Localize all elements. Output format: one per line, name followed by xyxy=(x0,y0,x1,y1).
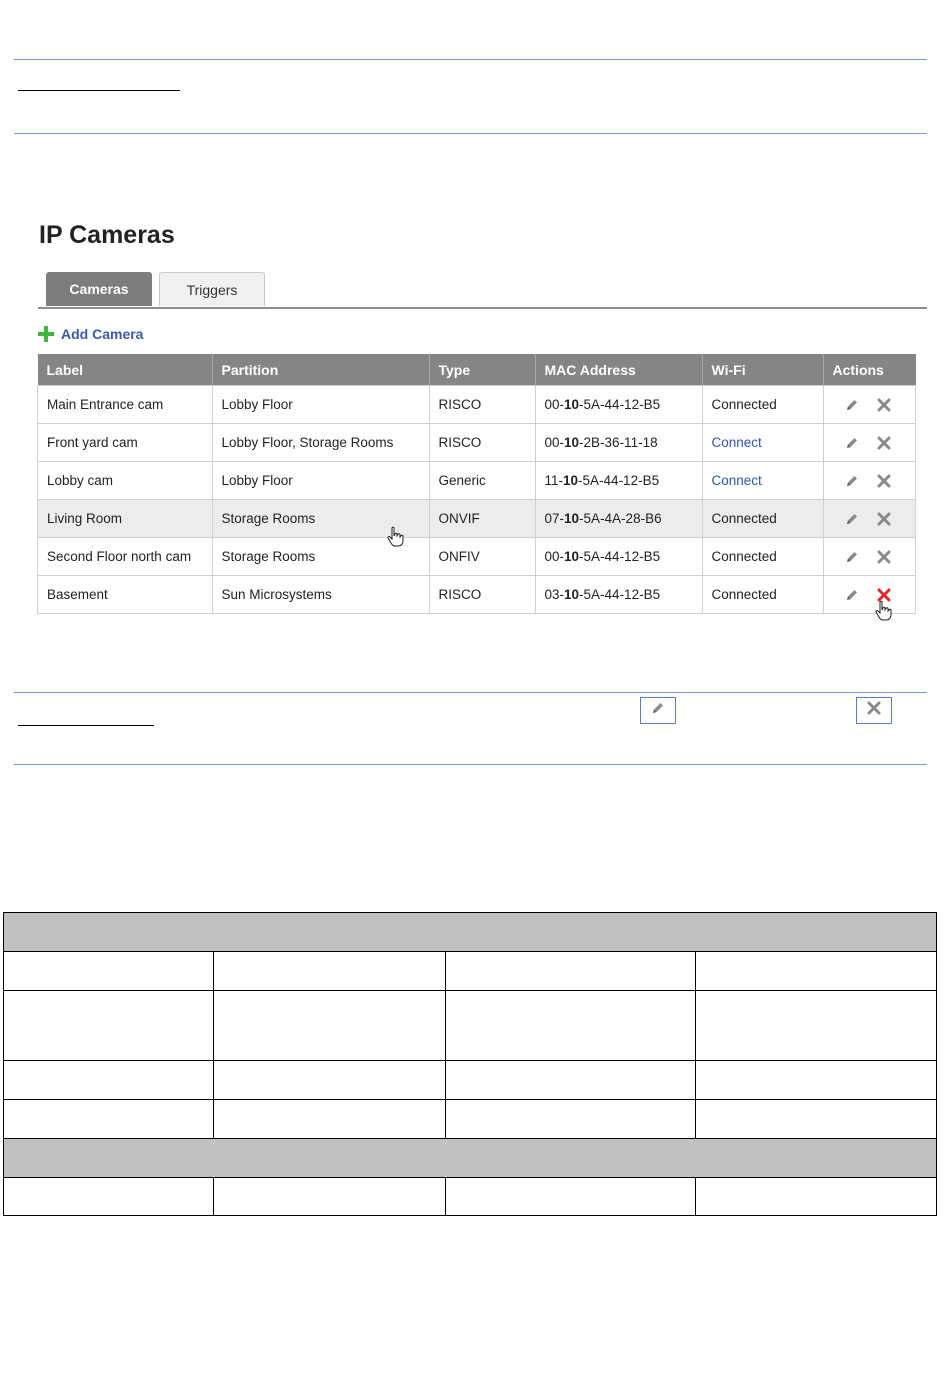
camera-wifi xyxy=(702,424,823,462)
grid-cell xyxy=(4,1178,214,1216)
grid-cell xyxy=(4,1061,214,1100)
table-header-row xyxy=(38,354,916,386)
pencil-icon[interactable] xyxy=(843,472,861,490)
camera-mac xyxy=(535,538,702,576)
grid-cell xyxy=(696,1100,937,1139)
camera-type: ONFIV xyxy=(429,538,535,576)
grid-cell xyxy=(214,1178,446,1216)
pencil-icon[interactable] xyxy=(843,434,861,452)
camera-mac xyxy=(535,424,702,462)
grid-band-cell xyxy=(4,913,937,952)
underline-mid xyxy=(18,725,154,726)
grid-cell xyxy=(4,991,214,1061)
wifi-connect-link[interactable]: Connect xyxy=(711,473,762,488)
camera-wifi xyxy=(702,500,823,538)
cameras-table xyxy=(37,354,916,614)
empty-grid-table xyxy=(3,912,937,1216)
camera-actions xyxy=(823,462,916,500)
grid-row xyxy=(4,1100,937,1139)
x-icon[interactable] xyxy=(875,434,893,452)
mac-part: 00- xyxy=(544,549,565,564)
grid-cell xyxy=(696,952,937,991)
column-header-partition[interactable]: Partition xyxy=(212,354,429,386)
pencil-icon xyxy=(650,700,666,721)
wifi-connect-link[interactable]: Connect xyxy=(711,435,762,450)
column-header-mac[interactable]: MAC Address xyxy=(535,354,702,386)
camera-type: RISCO xyxy=(429,576,535,614)
camera-type: RISCO xyxy=(429,424,535,462)
pencil-icon[interactable] xyxy=(843,548,861,566)
camera-label: Front yard cam xyxy=(38,424,213,462)
camera-type: Generic xyxy=(429,462,535,500)
grid-cell xyxy=(696,1178,937,1216)
x-icon xyxy=(867,701,881,720)
camera-label: Second Floor north cam xyxy=(38,538,213,576)
mac-part: 10 xyxy=(564,587,580,602)
camera-partition: Lobby Floor xyxy=(212,386,429,424)
grid-row xyxy=(4,1061,937,1100)
grid-cell xyxy=(446,1178,696,1216)
camera-wifi xyxy=(702,538,823,576)
wifi-status: Connected xyxy=(711,397,777,412)
mac-part: -5A-44-12-B5 xyxy=(579,549,661,564)
mac-part: 03- xyxy=(544,587,565,602)
grid-row xyxy=(4,1178,937,1216)
divider-top-1 xyxy=(14,59,927,60)
grid-cell xyxy=(446,1100,696,1139)
mac-part: 10 xyxy=(564,435,580,450)
grid-cell xyxy=(214,952,446,991)
edit-legend-button xyxy=(640,697,676,724)
column-header-type[interactable]: Type xyxy=(429,354,535,386)
camera-wifi xyxy=(702,462,823,500)
divider-mid-2 xyxy=(14,764,927,765)
grid-cell xyxy=(446,952,696,991)
camera-mac xyxy=(535,386,702,424)
grid-cell xyxy=(4,952,214,991)
mac-part: 10 xyxy=(564,549,580,564)
tab-cameras[interactable]: Cameras xyxy=(46,272,152,306)
camera-partition: Sun Microsystems xyxy=(212,576,429,614)
grid-band-cell xyxy=(4,1139,937,1178)
grid-band-row xyxy=(4,1139,937,1178)
wifi-status: Connected xyxy=(711,511,777,526)
wifi-status: Connected xyxy=(711,587,777,602)
grid-cell xyxy=(446,1061,696,1100)
pencil-icon[interactable] xyxy=(843,586,861,604)
mac-part: -5A-44-12-B5 xyxy=(578,473,660,488)
page-title: IP Cameras xyxy=(39,221,175,249)
camera-mac xyxy=(535,500,702,538)
table-row[interactable] xyxy=(38,538,916,576)
mac-part: 00- xyxy=(544,397,565,412)
table-row[interactable] xyxy=(38,424,916,462)
camera-label: Basement xyxy=(38,576,213,614)
tab-bar xyxy=(38,272,927,309)
x-icon[interactable] xyxy=(875,548,893,566)
camera-label: Lobby cam xyxy=(38,462,213,500)
table-row[interactable] xyxy=(38,576,916,614)
mac-part: 11- xyxy=(544,473,564,488)
underline-top xyxy=(18,90,180,91)
mac-part: -5A-4A-28-B6 xyxy=(579,511,662,526)
mac-part: 10 xyxy=(564,397,580,412)
x-icon[interactable] xyxy=(875,510,893,528)
mac-part: -5A-44-12-B5 xyxy=(579,587,661,602)
pencil-icon[interactable] xyxy=(843,510,861,528)
grid-cell xyxy=(214,1061,446,1100)
grid-row xyxy=(4,991,937,1061)
camera-partition: Lobby Floor xyxy=(212,462,429,500)
table-row[interactable] xyxy=(38,386,916,424)
camera-type: ONVIF xyxy=(429,500,535,538)
tab-triggers[interactable]: Triggers xyxy=(159,272,265,306)
table-row[interactable] xyxy=(38,500,916,538)
mac-part: 00- xyxy=(544,435,565,450)
camera-actions xyxy=(823,500,916,538)
camera-partition: Storage Rooms xyxy=(212,538,429,576)
camera-actions xyxy=(823,538,916,576)
delete-legend-button xyxy=(856,697,892,724)
table-row[interactable] xyxy=(38,462,916,500)
x-icon[interactable] xyxy=(875,396,893,414)
divider-mid-1 xyxy=(14,692,927,693)
mac-part: 10 xyxy=(564,511,580,526)
mac-part: -5A-44-12-B5 xyxy=(579,397,661,412)
camera-mac xyxy=(535,462,702,500)
camera-actions xyxy=(823,386,916,424)
grid-band-row xyxy=(4,913,937,952)
camera-mac xyxy=(535,576,702,614)
grid-cell xyxy=(214,991,446,1061)
mac-part: 07- xyxy=(544,511,565,526)
grid-cell xyxy=(696,991,937,1061)
mac-part: 10 xyxy=(563,473,579,488)
add-camera-label: Add Camera xyxy=(61,326,144,342)
camera-type: RISCO xyxy=(429,386,535,424)
pencil-icon[interactable] xyxy=(843,396,861,414)
grid-cell xyxy=(446,991,696,1061)
hand-cursor-icon xyxy=(386,526,406,548)
camera-partition: Lobby Floor, Storage Rooms xyxy=(212,424,429,462)
grid-row xyxy=(4,952,937,991)
camera-label: Living Room xyxy=(38,500,213,538)
plus-icon xyxy=(38,326,54,342)
mac-part: -2B-36-11-18 xyxy=(579,435,658,450)
column-header-wifi[interactable]: Wi-Fi xyxy=(702,354,823,386)
hand-cursor-icon xyxy=(874,600,894,622)
grid-cell xyxy=(214,1100,446,1139)
column-header-label[interactable]: Label xyxy=(38,354,213,386)
camera-actions xyxy=(823,424,916,462)
wifi-status: Connected xyxy=(711,549,777,564)
camera-actions xyxy=(823,576,916,614)
camera-partition: Storage Rooms xyxy=(212,500,429,538)
add-camera-button[interactable] xyxy=(38,325,143,343)
grid-cell xyxy=(4,1100,214,1139)
x-icon[interactable] xyxy=(875,472,893,490)
camera-label: Main Entrance cam xyxy=(38,386,213,424)
camera-wifi xyxy=(702,576,823,614)
camera-wifi xyxy=(702,386,823,424)
divider-top-2 xyxy=(14,133,927,134)
grid-cell xyxy=(696,1061,937,1100)
column-header-actions: Actions xyxy=(823,354,916,386)
